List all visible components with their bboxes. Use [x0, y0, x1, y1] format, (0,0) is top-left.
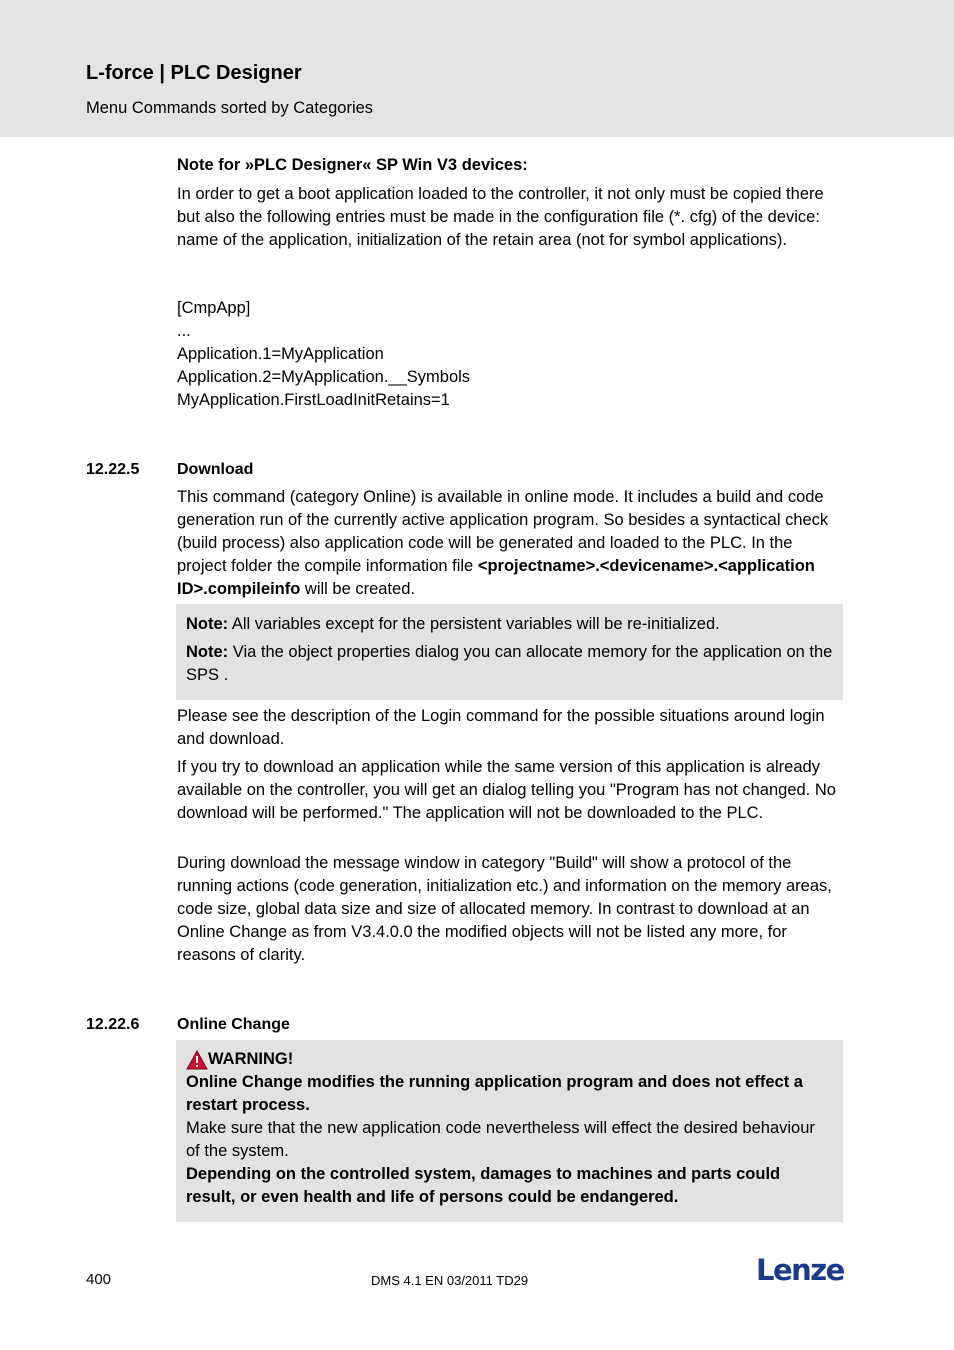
warning-triangle-icon: [186, 1050, 208, 1070]
download-paragraph-protocol: During download the message window in category "Build" will show a protocol of the running actions (code generation, initialization etc.) and information on the memory areas, code size, global data size and size of allocated memory. In contrast to download at an Online Change as from V3.4.0.0 the modified objects will not be listed any more, for reasons of clarity.: [177, 854, 832, 964]
download-intro-text: This command (category Online) is available in online mode. It includes a build and code generation run of the currently active application program. So besides a syntactical check (build process) also application code will be generated and loaded to the PLC. In the project folder the compile information file: [177, 488, 829, 575]
note-box: [176, 604, 843, 700]
note-text: Via the object properties dialog you can allocate memory for the application on the SPS .: [186, 643, 833, 684]
page-header: [0, 0, 954, 137]
section-number-online-change: 12.22.6: [86, 1016, 140, 1033]
download-intro-tail: will be created.: [300, 580, 415, 598]
warning-instruction: Make sure that the new application code nevertheless will effect the desired behaviour of the system.: [186, 1119, 815, 1160]
warning-bold-statement: Online Change modifies the running application program and does not effect a restart process.: [186, 1073, 803, 1114]
page-number: 400: [86, 1271, 112, 1288]
warning-box: [176, 1040, 843, 1222]
config-code-block: [177, 297, 843, 412]
document-id: DMS 4.1 EN 03/2011 TD29: [371, 1273, 529, 1288]
section-title-online-change: Online Change: [177, 1016, 290, 1033]
lenze-logo: Lenze: [756, 1253, 844, 1287]
warning-danger-statement: Depending on the controlled system, damages to machines and parts could result, or even health and life of persons could be endangered.: [186, 1165, 781, 1206]
compileinfo-filename: <projectname>.<devicename>.<application ID>.compileinfo: [177, 557, 815, 598]
section-title-download: Download: [177, 461, 254, 478]
code-line: Application.1=MyApplication: [177, 345, 384, 363]
note-item: [186, 641, 833, 687]
document-subtitle: Menu Commands sorted by Categories: [86, 99, 374, 117]
code-line: ...: [177, 322, 191, 340]
note-v3-text: In order to get a boot application loaded to the controller, it not only must be copied there but also the following entries must be made in the configuration file (*. cfg) of the device: name of the application, initialization of the retain area (not for symbol applications).: [177, 185, 824, 249]
note-item: [186, 613, 833, 636]
note-label: Note:: [186, 643, 229, 661]
note-text: All variables except for the persistent variables will be re-initialized.: [228, 615, 720, 633]
code-line: MyApplication.FirstLoadInitRetains=1: [177, 391, 450, 409]
code-line: Application.2=MyApplication.__Symbols: [177, 368, 471, 386]
section-number-download: 12.22.5: [86, 461, 140, 478]
document-title: L-force | PLC Designer: [86, 62, 302, 84]
download-paragraph-login: Please see the description of the Login command for the possible situations around login and download.: [177, 707, 825, 748]
warning-header: [186, 1048, 833, 1071]
note-label: Note:: [186, 615, 229, 633]
download-paragraph-same-version: If you try to download an application while the same version of this application is already available on the controller, you will get an dialog telling you "Program has not changed. No download will be performed." The application will not be downloaded to the PLC.: [177, 758, 836, 822]
code-line: [CmpApp]: [177, 299, 251, 317]
warning-label: WARNING!: [208, 1050, 294, 1068]
note-v3-heading: Note for »PLC Designer« SP Win V3 devices:: [177, 156, 528, 174]
download-intro: [177, 486, 843, 601]
